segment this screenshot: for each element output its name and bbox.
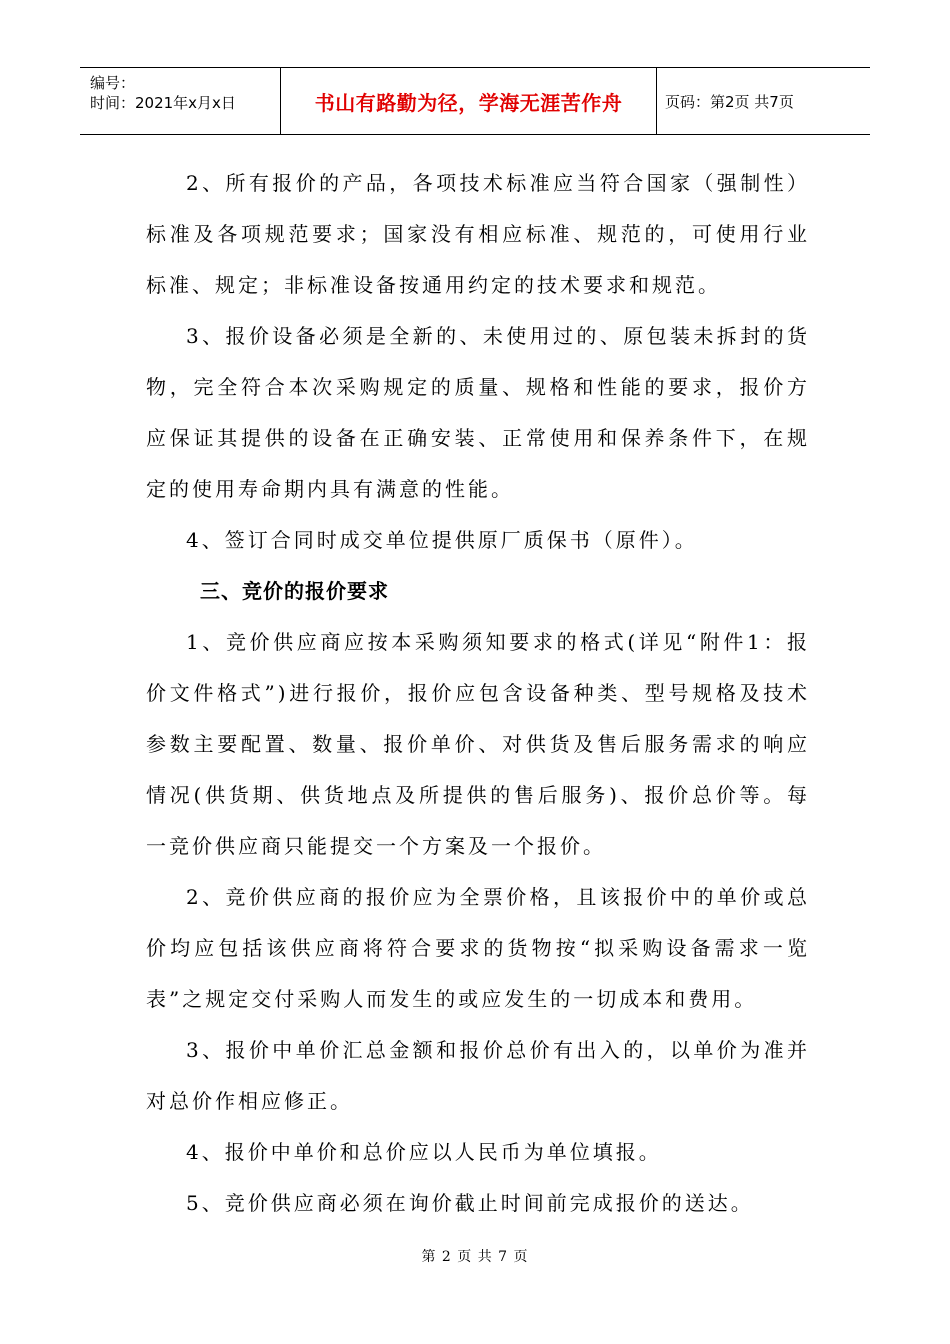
header-page-cell [657, 68, 870, 134]
paragraph-currency: 4、报价中单价和总价应以人民币为单位填报。 [186, 1140, 662, 1164]
document-number-label: 编号： [90, 74, 136, 92]
header-meta-cell [80, 68, 281, 134]
page-footer: 第 2 页 共 7 页 [421, 1249, 529, 1265]
paragraph-warranty: 4、签订合同时成交单位提供原厂质保书（原件）。 [186, 528, 698, 552]
document-body [146, 158, 810, 1229]
header-page-info: 页码：第2页 共7页 [665, 92, 794, 111]
paragraph-new-equipment: 3、报价设备必须是全新的、未使用过的、原包装未拆封的货物，完全符合本次采购规定的质量、规格和性能的要求，报价方应保证其提供的设备在正确安装、正常使用和保养条件下，在规定的使用寿命期内具有满意的性能。 [146, 324, 810, 501]
header-motto-cell [281, 68, 657, 134]
paragraph-price-discrepancy: 3、报价中单价汇总金额和报价总价有出入的，以单价为准并对总价作相应修正。 [146, 1038, 810, 1113]
document-header [80, 67, 870, 135]
paragraph-deadline: 5、竞价供应商必须在询价截止时间前完成报价的送达。 [186, 1191, 754, 1215]
paragraph-quote-price: 2、竞价供应商的报价应为全票价格，且该报价中的单价或总价均应包括该供应商将符合要求的货物按“拟采购设备需求一览表”之规定交付采购人而发生的或应发生的一切成本和费用。 [146, 885, 810, 1011]
paragraph-standards: 2、所有报价的产品，各项技术标准应当符合国家（强制性）标准及各项规范要求；国家没有相应标准、规范的，可使用行业标准、规定；非标准设备按通用约定的技术要求和规范。 [146, 171, 810, 297]
section-heading: 三、竞价的报价要求 [200, 579, 389, 603]
header-motto: 书山有路勤为径，学海无涯苦作舟 [314, 90, 623, 115]
paragraph-quote-format: 1、竞价供应商应按本采购须知要求的格式(详见“附件1：报价文件格式”)进行报价，报价应包含设备种类、型号规格及技术参数主要配置、数量、报价单价、对供货及售后服务需求的响应情况(供货期、供货地点及所提供的售后服务)、报价总价等。每一竞价供应商只能提交一个方案及一个报价。 [146, 630, 810, 858]
document-date-label: 时间：2021年x月x日 [90, 94, 236, 112]
